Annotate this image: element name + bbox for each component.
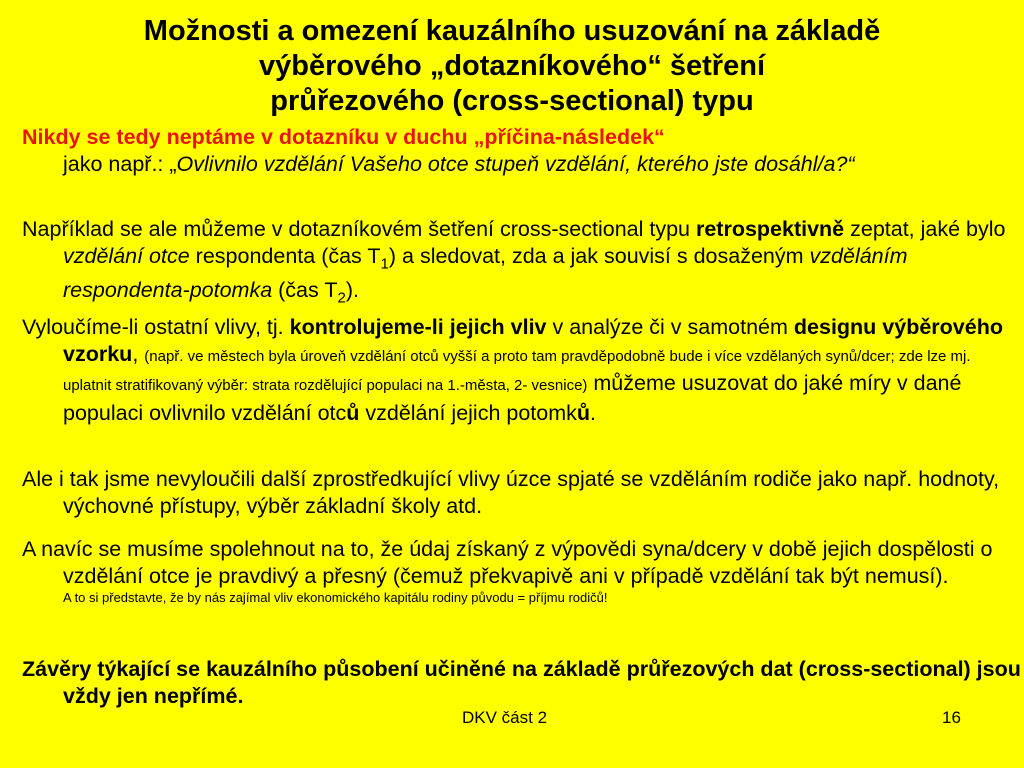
slide-number: 16 xyxy=(942,708,961,727)
p2-text-a: Například se ale můžeme v dotazníkovém šetření cross-sectional typu xyxy=(22,217,696,241)
p3-bold-u-2: ů xyxy=(576,400,591,425)
p3-small-note: (např. ve městech byla úroveň vzdělání otců vyšší a proto tam pravděpodobně bude i více vzdělaných synů/dcer; zde lze mj. uplatnit stratifikovaný výběr: strata rozdělující populaci na 1.-města, 2- vesnice) xyxy=(63,347,971,394)
title-line-2: výběrového „dotazníkového“ šetření xyxy=(258,50,765,82)
p2-text-f: ) a sledovat, zda a jak souvisí s dosaženým xyxy=(388,243,810,268)
p2-text-h: (čas T xyxy=(272,278,338,303)
p3-bold-u-1: ů xyxy=(346,400,360,425)
p2-vzdelani-potomka: vzděláním respondenta-potomka xyxy=(63,243,908,303)
p2-subscript-2: 2 xyxy=(337,289,346,307)
paragraph-4: Ale i tak jsme nevyloučili další zprostředkující vlivy úzce spjaté se vzděláním rodiče jako např. hodnoty, výchovné přístupy, výběr základní školy atd. xyxy=(22,467,1000,518)
paragraph-3 xyxy=(22,314,1023,426)
p3-designu: designu výběrového vzorku xyxy=(63,315,1003,366)
paragraph-6-conclusion: Závěry týkající se kauzálního působení učiněné na základě průřezových dat (cross-sectional) jsou vždy jen nepřímé. xyxy=(22,657,1021,708)
paragraph-2 xyxy=(22,216,1023,312)
p3-kontrolujeme: kontrolujeme-li jejich vliv xyxy=(289,315,547,339)
paragraph-5 xyxy=(22,536,1023,607)
footer-course-label: DKV část 2 xyxy=(462,708,548,727)
p2-subscript-1: 1 xyxy=(380,254,389,272)
p2-text-c: zeptat, jaké bylo xyxy=(844,217,1006,241)
paragraph-1 xyxy=(22,124,1023,177)
p5-main-text: A navíc se musíme spolehnout na to, že údaj získaný z výpovědi syna/dcery v době jejich dospělosti o vzdělání otce je pravdivý a přesný (čemuž překvapivě ani v případě vzdělání tak být nemusí). xyxy=(22,537,993,588)
p3-text-e: , xyxy=(132,341,145,366)
p2-text-i: ). xyxy=(345,278,359,303)
p5-note: A to si představte, že by nás zajímal vliv ekonomického kapitálu rodiny původu = příjmu rodičů! xyxy=(63,590,608,605)
title-line-1: Možnosti a omezení kauzálního usuzování na základě xyxy=(143,15,881,47)
p3-text-c: v analýze či v samotném xyxy=(546,315,794,339)
title-line-3: průřezového (cross-sectional) typu xyxy=(270,85,754,117)
example-prefix: jako např.: „ xyxy=(63,151,177,176)
p2-vzdelani-otce: vzdělání otce xyxy=(63,243,190,268)
example-question: Ovlivnilo vzdělání Vašeho otce stupeň vzdělání, kterého jste dosáhl/a?“ xyxy=(176,151,855,176)
p3-text-j: . xyxy=(590,400,597,425)
red-lead-text: Nikdy se tedy neptáme v dotazníku v duchu „příčina-následek“ xyxy=(22,125,665,149)
p3-text-a: Vyloučíme-li ostatní vlivy, tj. xyxy=(22,315,290,339)
p3-text-f: můžeme usuzovat do jaké míry v dané populaci ovlivnilo vzdělání otc xyxy=(63,371,962,425)
p3-text-h: vzdělání jejich potomk xyxy=(359,400,577,425)
p2-text-e: respondenta (čas T xyxy=(189,243,381,268)
p2-retrospektivne: retrospektivně xyxy=(695,217,845,241)
slide-title xyxy=(20,14,1004,119)
